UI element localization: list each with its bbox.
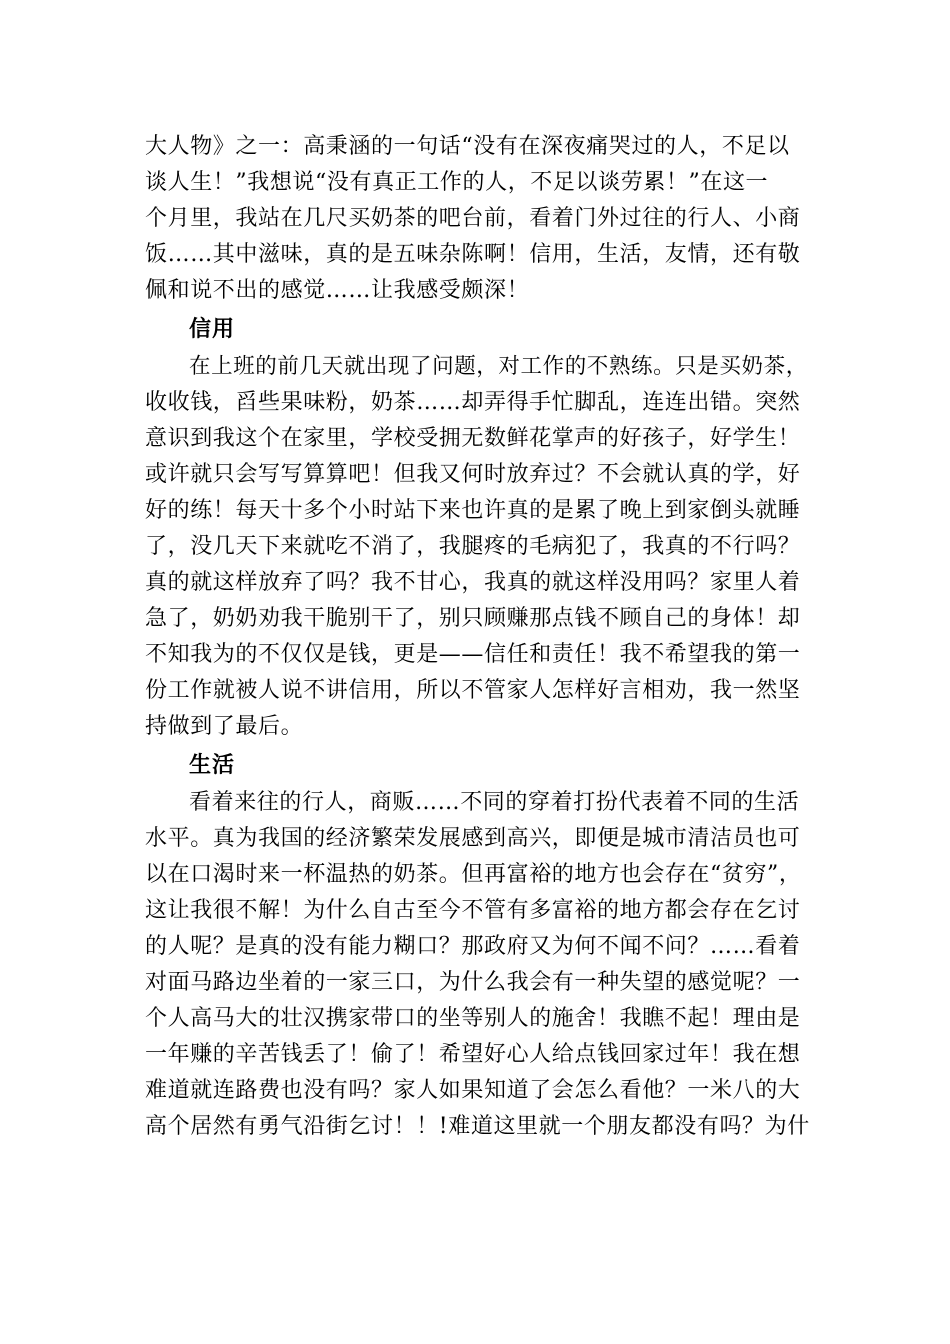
paragraph-line: 水平。真为我国的经济繁荣发展感到高兴，即便是城市清洁员也可 <box>145 826 801 851</box>
intro-line-2: 谈人生！”我想说“没有真正工作的人，不足以谈劳累！”在这一 <box>145 170 769 195</box>
paragraph-line: 急了，奶奶劝我干脆别干了，别只顾赚那点钱不顾自己的身体！却 <box>145 606 801 631</box>
paragraph-line: 难道就连路费也没有吗？家人如果知道了会怎么看他？一米八的大 <box>145 1078 801 1103</box>
paragraph-line: 一年赚的辛苦钱丢了！偷了！希望好心人给点钱回家过年！我在想 <box>145 1042 801 1067</box>
intro-line-3: 个月里，我站在几尺买奶茶的吧台前，看着门外过往的行人、小商 <box>145 206 801 231</box>
paragraph-line: 的人呢？是真的没有能力糊口？那政府又为何不闻不问？……看着 <box>145 934 801 959</box>
paragraph-line: 以在口渴时来一杯温热的奶茶。但再富裕的地方也会存在“贫穷”， <box>145 862 802 887</box>
paragraph-line: 好的练！每天十多个小时站下来也许真的是累了晚上到家倒头就睡 <box>145 498 801 523</box>
paragraph-line: 收收钱，舀些果味粉，奶茶……却弄得手忙脚乱，连连出错。突然 <box>145 390 801 415</box>
paragraph-line: 高个居然有勇气沿街乞讨！！!难道这里就一个朋友都没有吗？为什 <box>145 1114 810 1139</box>
paragraph-line: 意识到我这个在家里，学校受拥无数鲜花掌声的好孩子，好学生！ <box>145 426 801 451</box>
intro-line-4: 饭……其中滋味，真的是五味杂陈啊！信用，生活，友情，还有敬 <box>145 242 801 267</box>
paragraph-line: 持做到了最后。 <box>145 714 304 739</box>
paragraph-line: 了，没几天下来就吃不消了，我腿疼的毛病犯了，我真的不行吗？ <box>145 534 801 559</box>
intro-line-5: 佩和说不出的感觉……让我感受颇深！ <box>145 278 530 303</box>
paragraph-line: 这让我很不解！为什么自古至今不管有多富裕的地方都会存在乞讨 <box>145 898 801 923</box>
paragraph-line: 份工作就被人说不讲信用，所以不管家人怎样好言相劝，我一然坚 <box>145 678 801 703</box>
section-heading-credit: 信用 <box>189 316 236 342</box>
paragraph-line: 不知我为的不仅仅是钱，更是——信任和责任！我不希望我的第一 <box>145 642 801 667</box>
paragraph-line: 个人高马大的壮汉携家带口的坐等别人的施舍！我瞧不起！理由是 <box>145 1006 801 1031</box>
paragraph-line: 或许就只会写写算算吧！但我又何时放弃过？不会就认真的学，好 <box>145 462 801 487</box>
section-heading-life: 生活 <box>189 752 236 778</box>
paragraph-line: 对面马路边坐着的一家三口，为什么我会有一种失望的感觉呢？一 <box>145 970 801 995</box>
intro-line-1: 大人物》之一：高秉涵的一句话“没有在深夜痛哭过的人，不足以 <box>145 134 790 159</box>
paragraph-line: 在上班的前几天就出现了问题，对工作的不熟练。只是买奶茶， <box>189 354 808 379</box>
paragraph-line: 真的就这样放弃了吗？我不甘心，我真的就这样没用吗？家里人着 <box>145 570 801 595</box>
paragraph-line: 看着来往的行人，商贩……不同的穿着打扮代表着不同的生活 <box>189 790 800 815</box>
